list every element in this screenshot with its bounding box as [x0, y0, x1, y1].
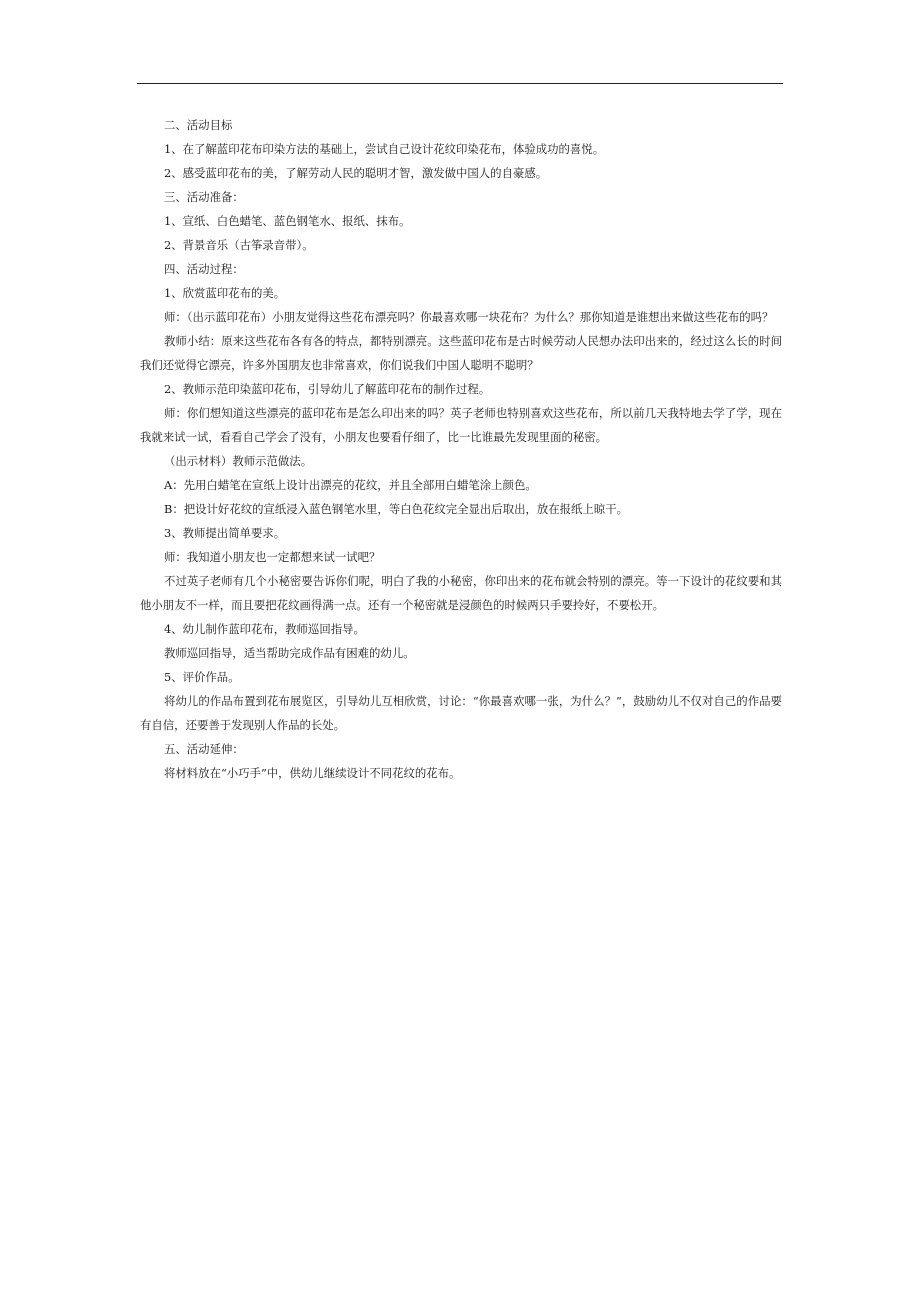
document-body [140, 113, 782, 785]
preparation-item: 1、宣纸、白色蜡笔、蓝色钢笔水、报纸、抹布。 [164, 214, 411, 228]
section-heading-extension: 五、活动延伸： [164, 742, 244, 756]
section-heading-process: 四、活动过程： [164, 262, 244, 276]
process-step: 2、教师示范印染蓝印花布，引导幼儿了解蓝印花布的制作过程。 [164, 382, 491, 396]
paragraph: 教师巡回指导，适当帮助完成作品有困难的幼儿。 [164, 646, 415, 660]
paragraph: 师：（出示蓝印花布）小朋友觉得这些花布漂亮吗？你最喜欢哪一块花布？为什么？那你知道是谁想出来做这些花布的吗？ [164, 310, 774, 324]
header-rule [137, 83, 783, 84]
paragraph: 将材料放在“小巧手”中，供幼儿继续设计不同花纹的花布。 [164, 766, 461, 780]
method-step-a: A：先用白蜡笔在宣纸上设计出漂亮的花纹，并且全部用白蜡笔涂上颜色。 [164, 478, 537, 492]
paragraph: 教师小结：原来这些花布各有各的特点，都特别漂亮。这些蓝印花布是古时候劳动人民想办法印出来的，经过这么长的时间我们还觉得它漂亮，许多外国朋友也非常喜欢，你们说我们中国人聪明不聪明？ [140, 334, 782, 372]
goal-item: 1、在了解蓝印花布印染方法的基础上，尝试自己设计花纹印染花布，体验成功的喜悦。 [164, 142, 605, 156]
process-step: 3、教师提出简单要求。 [164, 526, 286, 540]
preparation-item: 2、背景音乐（古筝录音带）。 [164, 238, 314, 252]
process-step: 4、幼儿制作蓝印花布，教师巡回指导。 [164, 622, 365, 636]
section-heading-goals: 二、活动目标 [164, 118, 233, 132]
paragraph: （出示材料）教师示范做法。 [164, 454, 313, 468]
paragraph: 师：我知道小朋友也一定都想来试一试吧？ [164, 550, 381, 564]
goal-item: 2、感受蓝印花布的美，了解劳动人民的聪明才智，激发做中国人的自豪感。 [164, 166, 548, 180]
process-step: 1、欣赏蓝印花布的美。 [164, 286, 286, 300]
section-heading-preparation: 三、活动准备： [164, 190, 244, 204]
paragraph: 师：你们想知道这些漂亮的蓝印花布是怎么印出来的吗？英子老师也特别喜欢这些花布，所以前几天我特地去学了学，现在我就来试一试，看看自己学会了没有，小朋友也要看仔细了，比一比谁最先发现里面的秘密。 [140, 406, 782, 444]
paragraph: 不过英子老师有几个小秘密要告诉你们呢，明白了我的小秘密，你印出来的花布就会特别的漂亮。等一下设计的花纹要和其他小朋友不一样，而且要把花纹画得满一点。还有一个秘密就是浸颜色的时候两只手要拎好，不要松开。 [140, 574, 782, 612]
paragraph: 将幼儿的作品布置到花布展览区，引导幼儿互相欣赏，讨论：“你最喜欢哪一张，为什么？”，鼓励幼儿不仅对自己的作品要有自信，还要善于发现别人作品的长处。 [140, 694, 782, 732]
method-step-b: B：把设计好花纹的宣纸浸入蓝色钢笔水里，等白色花纹完全显出后取出，放在报纸上晾干。 [164, 502, 628, 516]
process-step: 5、评价作品。 [164, 670, 240, 684]
